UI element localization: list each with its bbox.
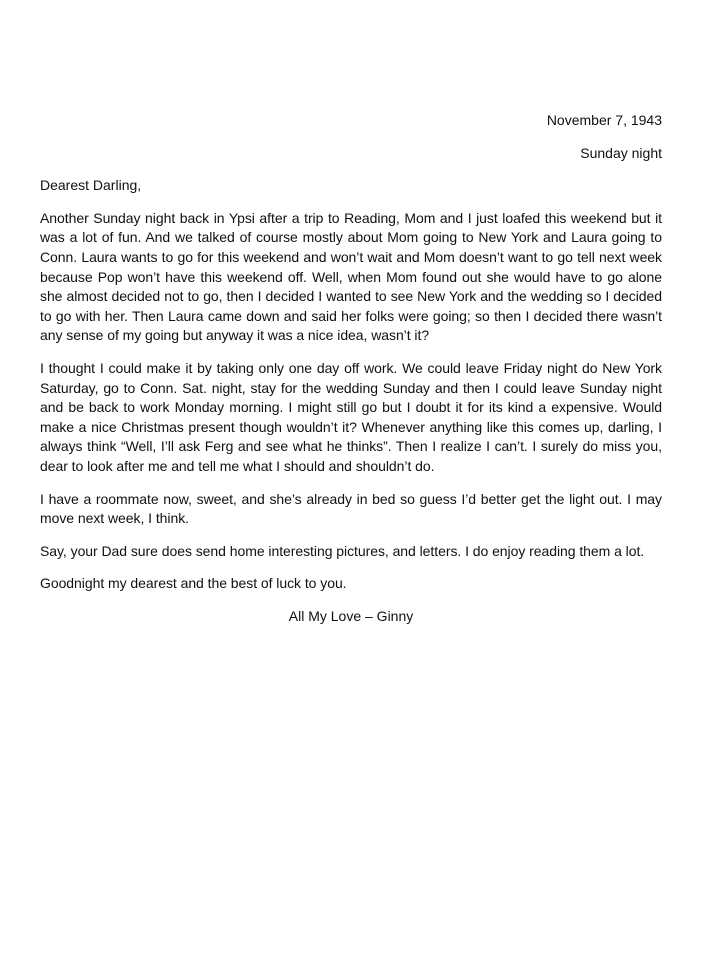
letter-closing: All My Love – Ginny	[288, 607, 414, 624]
letter-body	[40, 111, 662, 626]
letter-date: November 7, 1943	[546, 112, 662, 128]
letter-day: Sunday night	[580, 144, 662, 161]
letter-paragraph: I have a roommate now, sweet, and she’s already in bed so guess I’d better get the light out. I may move next week, I think.	[40, 490, 662, 527]
letter-paragraph: Goodnight my dearest and the best of luck to you.	[40, 575, 347, 592]
letter-paragraph: Another Sunday night back in Ypsi after a trip to Reading, Mom and I just loafed this weekend but it was a lot of fun. And we talked of course mostly about Mom going to New York and Laura going to Conn. Laura wants to go for this weekend and won’t wait and Mom doesn’t want to go tell next week because Pop won’t have this weekend off. Well, when Mom found out she would have to go alone she almost decided not to go, then I decided I wanted to see New York and the wedding so I decided to go with her. Then Laura came down and said her folks were going; so then I decided there wasn’t any sense of my going but anyway it was a nice idea, wasn’t it?	[40, 209, 662, 344]
letter-paragraph: I thought I could make it by taking only one day off work. We could leave Friday night do New York Saturday, go to Conn. Sat. night, stay for the wedding Sunday and then I could leave Sunday night and be back to work Monday morning. I might still go but I doubt it for its kind a expensive. Would make a nice Christmas present though wouldn’t it? Whenever anything like this comes up, darling, I always think “Well, I’ll ask Ferg and see what he thinks”. Then I realize I can’t. I surely do miss you, dear to look after me and tell me what I should and shouldn’t do.	[40, 359, 662, 474]
letter-salutation: Dearest Darling,	[40, 177, 142, 194]
letter-paragraph: Say, your Dad sure does send home interesting pictures, and letters. I do enjoy reading them a lot.	[40, 542, 645, 559]
